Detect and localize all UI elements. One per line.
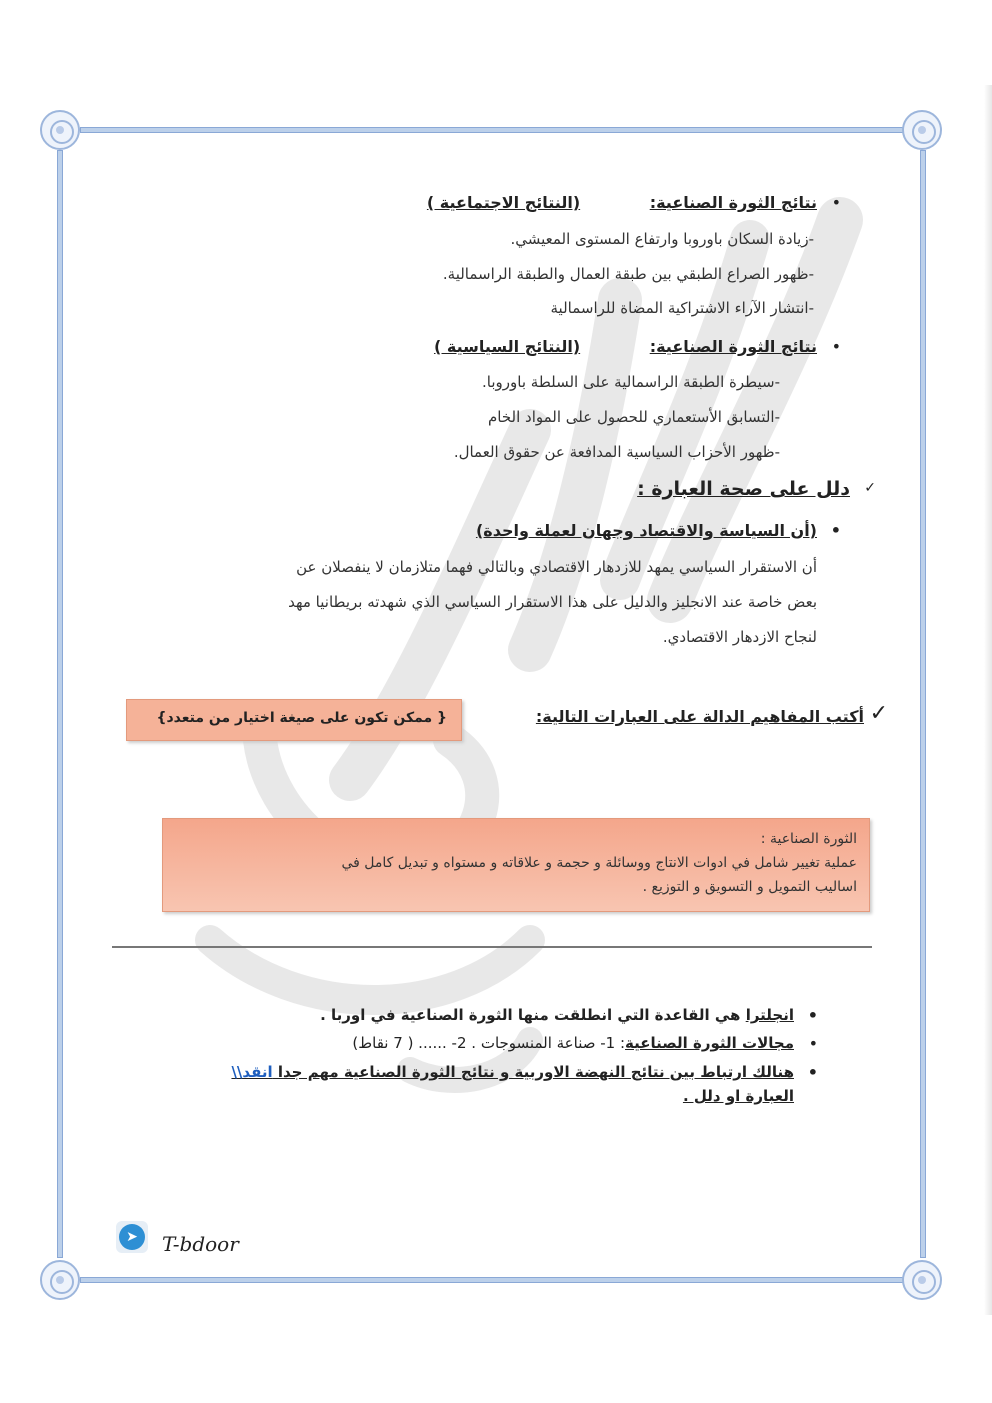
section3-heading — [637, 478, 876, 500]
frame-corner-ornament — [40, 110, 80, 150]
section2-item: -سيطرة الطبقة الراسمالية على السلطة باوروبا. — [482, 373, 780, 391]
section1-heading-row — [427, 193, 817, 212]
signature: T-bdoor — [162, 1232, 239, 1256]
note-lead: انجلترا — [745, 1006, 794, 1024]
definition-title: الثورة الصناعية : — [760, 831, 857, 847]
page-edge-shadow — [984, 85, 992, 1315]
definition-line: اساليب التمويل و التسويق و التوزيع . — [642, 879, 857, 895]
section2-tag: (النتائج السياسية ) — [433, 337, 581, 356]
note-item — [320, 1006, 794, 1024]
frame-left-border — [57, 150, 63, 1258]
section2-item: -التسابق الأستعماري للحصول على المواد الخام — [487, 408, 780, 426]
note-continuation: العبارة او دلل . — [682, 1087, 794, 1105]
section2-item: -ظهور الأحزاب السياسية المدافعة عن حقوق العمال. — [453, 443, 780, 461]
section3-body-line: بعض خاصة عند الانجليز والدليل على هذا الاستقرار السياسي الذي شهدته بريطانيا مهد — [288, 593, 817, 611]
section2-heading: نتائج الثورة الصناعية: — [649, 337, 817, 356]
section3-body-line: أن الاستقرار السياسي يمهد للازدهار الاقتصادي وبالتالي فهما متلازمان لا ينفصلان عن — [296, 558, 817, 576]
section1-item: -انتشار الآراء الاشتراكية المضاة للراسمالية — [550, 299, 814, 317]
note-link[interactable]: انقد\\ — [231, 1063, 273, 1081]
section3-body-line: لنجاح الازدهار الاقتصادي. — [662, 628, 817, 646]
multiple-choice-note: { ممكن تكون على صيغة اختيار من متعدد} — [156, 710, 447, 726]
note-text: : 1- صناعة المنسوجات . 2- ...... ( 7 نقاط) — [352, 1034, 626, 1052]
definition-line: عملية تغيير شامل في ادوات الانتاج ووسائلة و حجمة و علاقاته و مستواه و تبديل كامل في — [341, 855, 857, 871]
divider — [112, 946, 872, 948]
frame-corner-ornament — [902, 110, 942, 150]
check-icon: ✓ — [864, 480, 876, 496]
section4-heading — [535, 701, 888, 726]
frame-corner-ornament — [902, 1260, 942, 1300]
frame-top-border — [80, 127, 912, 133]
note-item — [352, 1034, 794, 1052]
section3-statement: • (أن السياسة والاقتصاد وجهان لعملة واحدة) — [476, 521, 817, 540]
frame-corner-ornament — [40, 1260, 80, 1300]
frame-bottom-border — [80, 1277, 912, 1283]
calligraphy-watermark — [150, 180, 890, 1140]
section1-item: -زيادة السكان باوروبا وارتفاع المستوى المعيشي. — [510, 230, 814, 248]
section2-heading-row — [434, 337, 817, 356]
note-lead: مجالات الثورة الصناعية — [625, 1034, 794, 1052]
frame-right-border — [920, 150, 926, 1258]
note-text: هي القاعدة التي انطلقت منها الثورة الصناعية في اوربا . — [320, 1006, 746, 1024]
note-item — [231, 1063, 794, 1081]
check-icon: ✓ — [869, 701, 888, 726]
note-lead: هنالك ارتباط بين نتائج النهضة الاوربية و نتائج الثورة الصناعية مهم جدا — [272, 1063, 794, 1081]
multiple-choice-note-box — [126, 699, 462, 741]
section1-heading: نتائج الثورة الصناعية: — [649, 193, 817, 212]
section4-heading-text: أكتب المفاهيم الدالة على العبارات التالية: — [535, 707, 864, 726]
definition-box — [162, 818, 870, 912]
section3-heading-text: دلل على صحة العبارة : — [637, 478, 850, 500]
section1-item: -ظهور الصراع الطبقي بين طبقة العمال والطبقة الراسمالية. — [442, 265, 814, 283]
telegram-icon[interactable]: ➤ — [116, 1221, 148, 1253]
section1-tag: (النتائج الاجتماعية ) — [426, 193, 581, 212]
